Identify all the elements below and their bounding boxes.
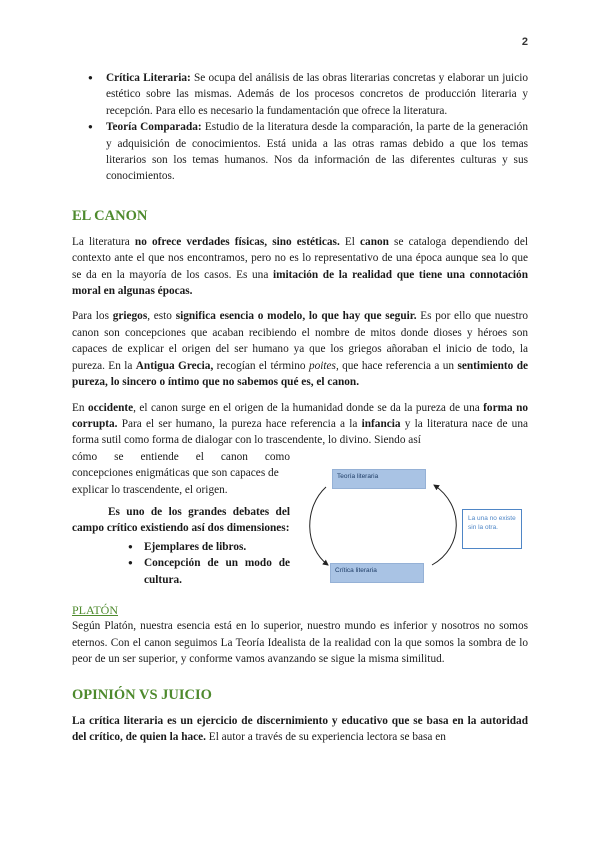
canon-figure-block bbox=[72, 449, 528, 588]
paragraph: Según Platón, nuestra esencia está en lo superior, nuestro mundo es inferior y nosotros no somos eternos. Con el canon seguimos La Teoría Idealista de la realidad con la que somos la sombra de lo peor de un ser superior, y conforme vamos avanzando se sigue la misma similitud. bbox=[72, 620, 528, 666]
arrow-right bbox=[432, 485, 456, 565]
dimensions-list bbox=[72, 539, 290, 588]
list-item: ● Crítica Literaria: Se ocupa del análisis de las obras literarias concretas y elaborar un juicio estético sobre las mismas. Además de los procesos concretos de producción literaria y recepción. Para ello es necesario la fundamentación que ofrece la literatura. bbox=[106, 70, 528, 119]
section-heading-opinion: OPINIÓN VS JUICIO bbox=[72, 686, 212, 703]
list-item: ● Ejemplares de libros. bbox=[144, 539, 290, 555]
subheading-platon: PLATÓN bbox=[72, 602, 119, 617]
paragraph-line: cómo se entiende el canon como bbox=[72, 450, 290, 463]
paragraph: La literatura no ofrece verdades físicas, sino estéticas. El canon se cataloga dependiendo del contexto ante el que nos encontramos, pero no es lo representativo de una época aunque sea lo que se da en la mayoría de los casos. Es una imitación de la realidad que tiene una connotación moral en algunas épocas. bbox=[72, 235, 528, 298]
paragraph: La crítica literaria es un ejercicio de discernimiento y educativo que se basa en la autoridad del crítico, de quien la hace. El autor a través de su experiencia lectora se basa en bbox=[72, 714, 528, 743]
left-column bbox=[72, 449, 290, 588]
criticism-box: Crítica literaria bbox=[330, 563, 424, 583]
theory-box: Teoría literaria bbox=[332, 469, 426, 489]
list-item: ● Teoría Comparada: Estudio de la literatura desde la comparación, la parte de la generación y adquisición de conocimientos. Está unida a las otras ramas debido a que los temas literarios son los temas humanos. Nos da información de las diferentes culturas y sus conocimientos. bbox=[106, 119, 528, 185]
paragraph: Para los griegos, esto significa esencia o modelo, lo que hay que seguir. Es por ello que nuestro canon son concepciones que acaban recibiendo el nombre de mitos donde dioses y héroes son capaces de explicar el origen del ser humano ya que los griegos añoraban el inicio de todo, la pureza. En la Antigua Grecia, recogían el término poites, que hace referencia a un sentimiento de pureza, lo sincero o íntimo que no sabemos qué es, el canon. bbox=[72, 310, 529, 389]
section-heading-canon: EL CANON bbox=[72, 207, 148, 224]
document-body bbox=[72, 70, 528, 754]
paragraph: concepciones enigmáticas que son capaces de explicar lo trascendente, el origen. bbox=[72, 467, 279, 496]
paragraph: En occidente, el canon surge en el origen de la humanidad donde se da la pureza de una forma no corrupta. Para el ser humano, la pureza hace referencia a la infancia y la literatura nace de una forma sutil como forma de dialogar con lo trascendente, lo divino. Siendo así bbox=[72, 401, 528, 447]
arrow-left bbox=[310, 487, 328, 565]
canon-diagram bbox=[304, 457, 530, 587]
debate-paragraph: Es uno de los grandes debates del campo crítico existiendo así dos dimensiones: bbox=[72, 505, 290, 535]
page-number: 2 bbox=[521, 36, 528, 48]
bullet-list bbox=[72, 70, 528, 185]
list-item: ● Concepción de un modo de cultura. bbox=[144, 555, 290, 588]
note-box: La una no existe sin la otra. bbox=[462, 509, 522, 549]
